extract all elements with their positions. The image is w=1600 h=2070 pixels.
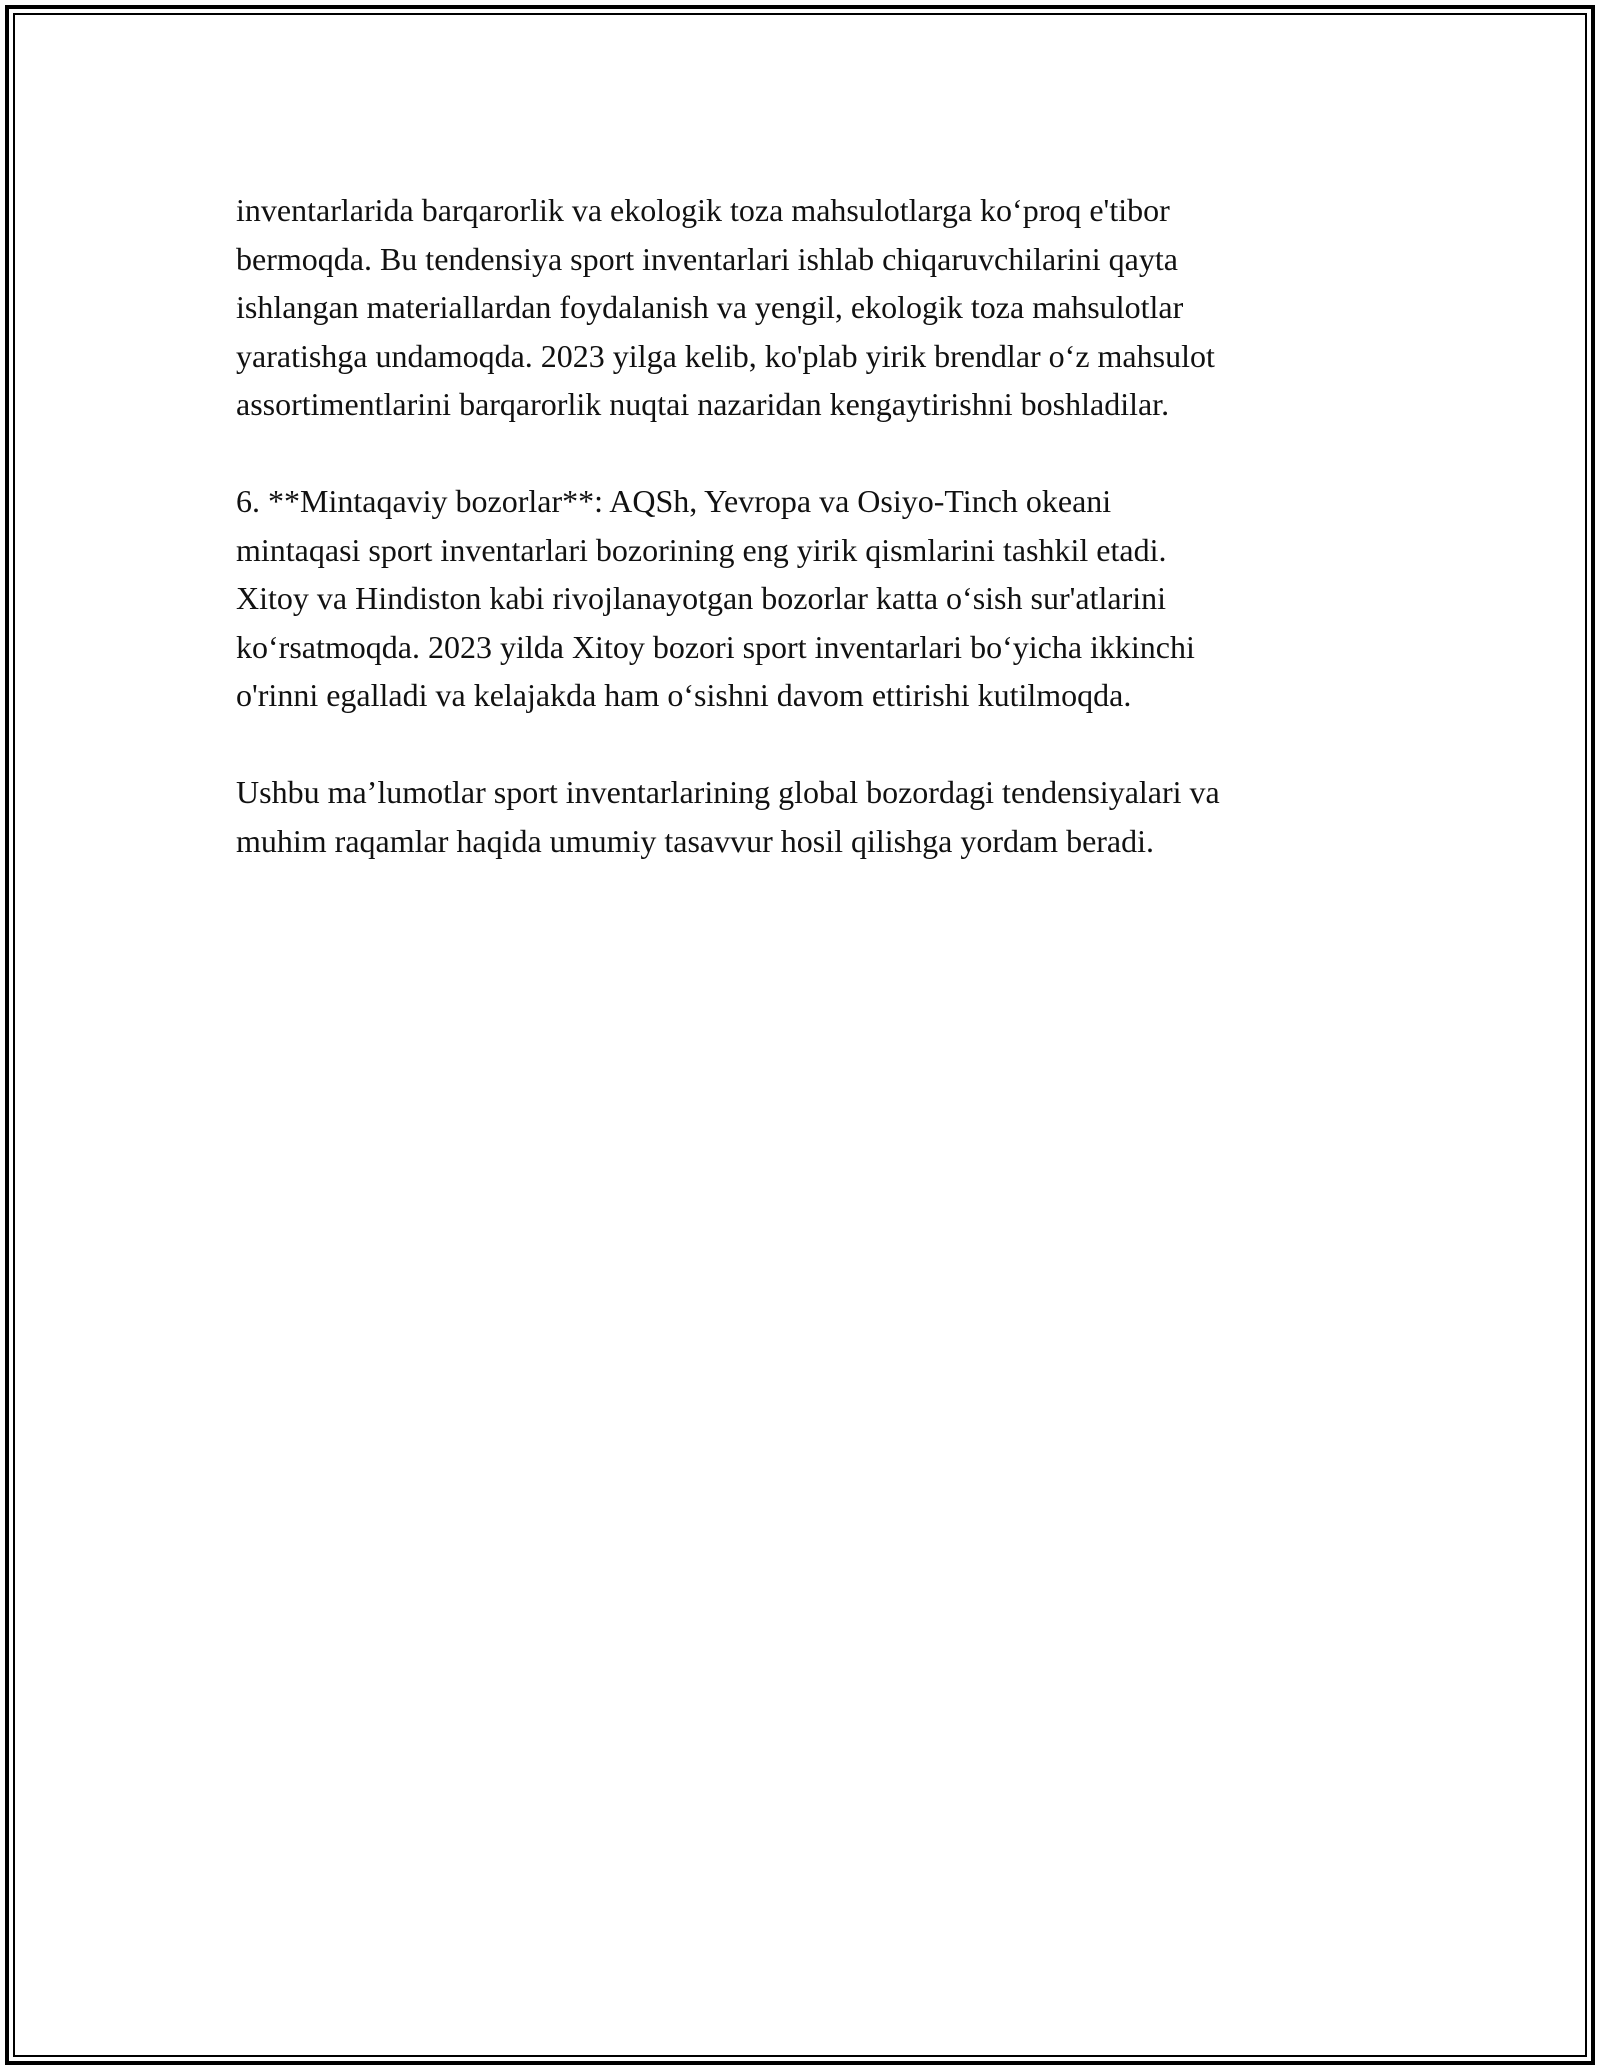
paragraph-sustainability — [236, 186, 1386, 429]
paragraph-summary — [236, 768, 1386, 865]
paragraph-regional-markets — [236, 477, 1386, 720]
text-line: bermoqda. Bu tendensiya sport inventarlari ishlab chiqaruvchilarini qayta — [236, 240, 1178, 277]
text-line: ko‘rsatmoqda. 2023 yilda Xitoy bozori sport inventarlari bo‘yicha ikkinchi — [236, 628, 1195, 665]
text-line: Xitoy va Hindiston kabi rivojlanayotgan bozorlar katta o‘sish sur'atlarini — [236, 580, 1166, 616]
text-line: 6. **Mintaqaviy bozorlar**: AQSh, Yevropa va Osiyo-Tinch okeani — [236, 483, 1112, 519]
text-line: Ushbu ma’lumotlar sport inventarlarining global bozordagi tendensiyalari va — [236, 774, 1220, 810]
text-line: assortimentlarini barqarorlik nuqtai nazaridan kengaytirishni boshladilar. — [236, 386, 1170, 422]
document-body — [236, 186, 1386, 865]
text-line: muhim raqamlar haqida umumiy tasavvur hosil qilishga yordam beradi. — [236, 822, 1155, 859]
text-line: o'rinni egalladi va kelajakda ham o‘sishni davom ettirishi kutilmoqda. — [236, 677, 1132, 713]
text-line: inventarlarida barqarorlik va ekologik toza mahsulotlarga ko‘proq e'tibor — [236, 192, 1170, 228]
text-line: ishlangan materiallardan foydalanish va yengil, ekologik toza mahsulotlar — [236, 289, 1184, 325]
text-line: yaratishga undamoqda. 2023 yilga kelib, ko'plab yirik brendlar o‘z mahsulot — [236, 337, 1215, 374]
text-line: mintaqasi sport inventarlari bozorining eng yirik qismlarini tashkil etadi. — [236, 531, 1167, 568]
